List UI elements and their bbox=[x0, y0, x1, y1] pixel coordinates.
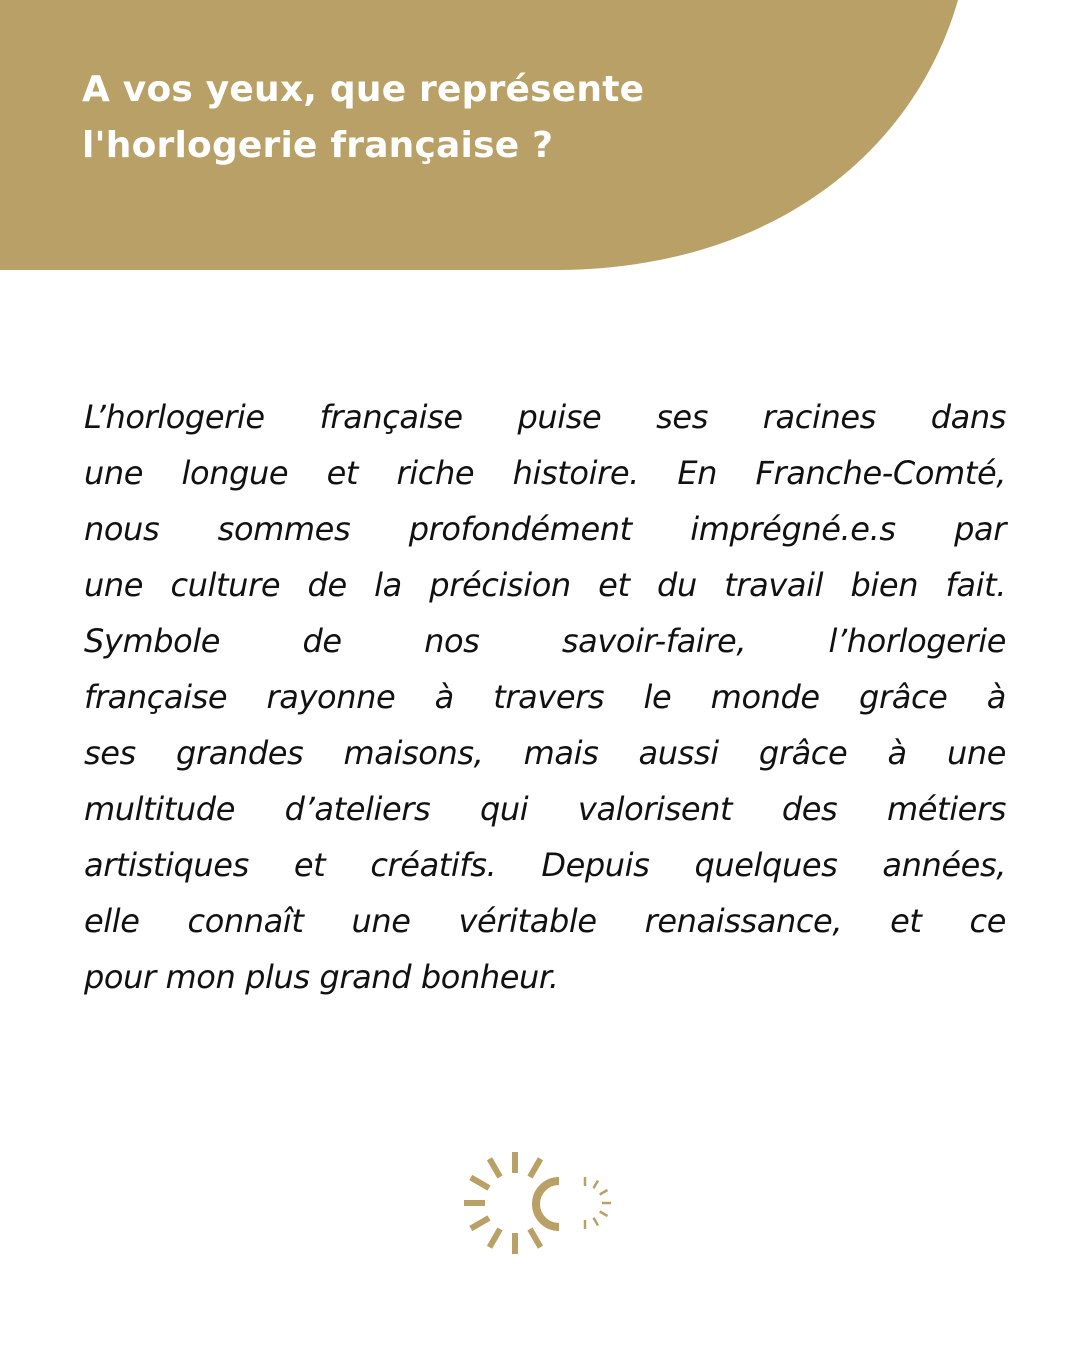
paragraph-line: française rayonne à travers le monde grâce à bbox=[84, 678, 1006, 716]
logo-c-arc bbox=[536, 1181, 559, 1227]
page-title bbox=[82, 62, 722, 174]
logo-ray bbox=[594, 1181, 599, 1189]
title-line-1: A vos yeux, que représente bbox=[82, 69, 645, 110]
logo-ray bbox=[600, 1212, 608, 1217]
paragraph-line: multitude d’ateliers qui valorisent des métiers bbox=[84, 790, 1006, 828]
paragraph-line: L’horlogerie française puise ses racines dans bbox=[84, 398, 1006, 436]
logo-ray bbox=[600, 1190, 608, 1195]
paragraph-line: Symbole de nos savoir-faire, l’horlogerie bbox=[84, 622, 1006, 660]
paragraph-line: nous sommes profondément imprégné.e.s par bbox=[84, 510, 1006, 548]
title-line-2: l'horlogerie française ? bbox=[82, 125, 554, 166]
paragraph-line: elle connaît une véritable renaissance, et ce bbox=[84, 902, 1006, 940]
paragraph-line: artistiques et créatifs. Depuis quelques années, bbox=[84, 846, 1006, 884]
answer-paragraph bbox=[84, 389, 1006, 1005]
paragraph-line: pour mon plus grand bonheur. bbox=[84, 958, 559, 996]
paragraph-line: une culture de la précision et du travail bien fait. bbox=[84, 566, 1006, 604]
logo-ray bbox=[471, 1218, 489, 1229]
paragraph-line: ses grandes maisons, mais aussi grâce à une bbox=[84, 734, 1006, 772]
logo-ray bbox=[530, 1229, 541, 1247]
logo-ray bbox=[490, 1159, 501, 1177]
sunburst-c-logo-icon bbox=[460, 1148, 616, 1258]
logo-ray bbox=[490, 1229, 501, 1247]
logo-ray bbox=[594, 1218, 599, 1226]
logo-ray bbox=[471, 1178, 489, 1189]
paragraph-line: une longue et riche histoire. En Franche-Comté, bbox=[84, 454, 1006, 492]
logo-ray bbox=[530, 1159, 541, 1177]
